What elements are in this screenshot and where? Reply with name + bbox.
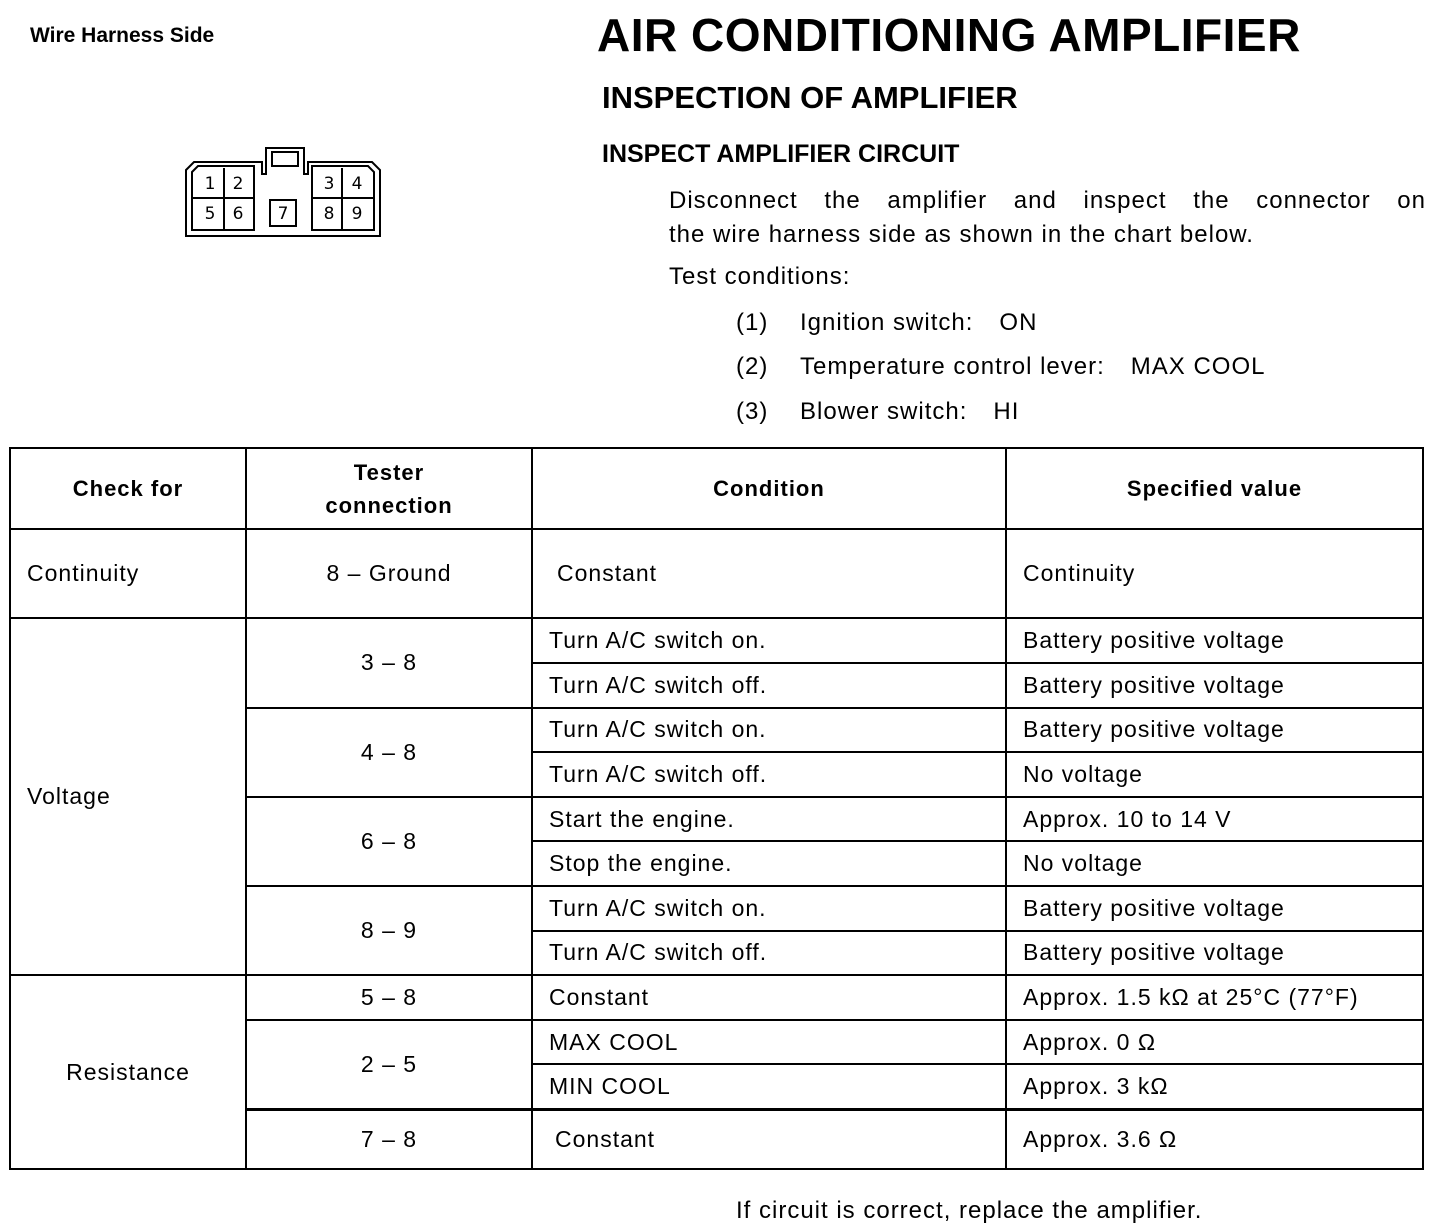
test-condition-item bbox=[736, 309, 1037, 337]
table-row bbox=[10, 529, 1423, 618]
connector-diagram bbox=[184, 142, 384, 242]
tester-connection-cell: 8 – Ground bbox=[246, 529, 532, 618]
harness-side-label: Wire Harness Side bbox=[30, 24, 215, 47]
specified-value-cell: Battery positive voltage bbox=[1006, 663, 1423, 708]
condition-cell: Start the engine. bbox=[532, 797, 1006, 842]
table-header-row bbox=[10, 448, 1423, 529]
condition-label: Blower switch: bbox=[800, 398, 968, 425]
condition-cell: Turn A/C switch on. bbox=[532, 886, 1006, 931]
condition-cell: Turn A/C switch off. bbox=[532, 663, 1006, 708]
condition-cell: Turn A/C switch on. bbox=[532, 618, 1006, 663]
condition-cell: Turn A/C switch on. bbox=[532, 708, 1006, 753]
condition-cell: Turn A/C switch off. bbox=[532, 931, 1006, 976]
specified-value-cell: Approx. 1.5 kΩ at 25°C (77°F) bbox=[1006, 975, 1423, 1020]
condition-cell: MAX COOL bbox=[532, 1020, 1006, 1065]
specified-value-cell: Approx. 3.6 Ω bbox=[1006, 1110, 1423, 1169]
condition-cell: MIN COOL bbox=[532, 1064, 1006, 1109]
test-condition-item bbox=[736, 398, 1019, 426]
header-check-for: Check for bbox=[10, 448, 246, 529]
page-subtitle: INSPECTION OF AMPLIFIER bbox=[602, 80, 1018, 115]
specified-value-cell: Approx. 10 to 14 V bbox=[1006, 797, 1423, 842]
tester-connection-cell: 5 – 8 bbox=[246, 975, 532, 1020]
pin-5-label: 5 bbox=[204, 204, 216, 224]
test-conditions-label: Test conditions: bbox=[669, 263, 851, 290]
pin-2-label: 2 bbox=[232, 174, 244, 194]
specified-value-cell: Approx. 3 kΩ bbox=[1006, 1064, 1423, 1109]
condition-value: ON bbox=[999, 309, 1038, 336]
pin-1-label: 1 bbox=[204, 174, 216, 194]
check-for-cell: Resistance bbox=[10, 975, 246, 1169]
pin-6-label: 6 bbox=[232, 204, 244, 224]
pin-3-label: 3 bbox=[323, 174, 335, 194]
condition-value: MAX COOL bbox=[1130, 353, 1266, 380]
tester-connection-cell: 2 – 5 bbox=[246, 1020, 532, 1110]
specified-value-cell: Continuity bbox=[1006, 529, 1423, 618]
section-title: INSPECT AMPLIFIER CIRCUIT bbox=[602, 140, 960, 168]
tester-connection-cell: 4 – 8 bbox=[246, 708, 532, 797]
header-specified-value: Specified value bbox=[1006, 448, 1423, 529]
table-row bbox=[10, 618, 1423, 663]
check-for-cell: Voltage bbox=[10, 618, 246, 975]
header-tester-connection: Tester connection bbox=[246, 448, 532, 529]
pin-8-label: 8 bbox=[323, 204, 335, 224]
pin-4-label: 4 bbox=[351, 174, 363, 194]
specified-value-cell: Battery positive voltage bbox=[1006, 618, 1423, 663]
intro-paragraph bbox=[669, 184, 1426, 252]
condition-cell: Constant bbox=[532, 1110, 1006, 1169]
condition-number: (1) bbox=[736, 309, 769, 336]
tester-connection-cell: 6 – 8 bbox=[246, 797, 532, 886]
intro-line: the wire harness side as shown in the chart below. bbox=[669, 221, 1254, 248]
test-condition-item bbox=[736, 353, 1266, 381]
inspection-table bbox=[9, 447, 1424, 1170]
condition-label: Temperature control lever: bbox=[800, 353, 1105, 380]
specified-value-cell: No voltage bbox=[1006, 841, 1423, 886]
condition-cell: Stop the engine. bbox=[532, 841, 1006, 886]
page-title: AIR CONDITIONING AMPLIFIER bbox=[597, 9, 1301, 61]
specified-value-cell: Approx. 0 Ω bbox=[1006, 1020, 1423, 1065]
table-row bbox=[10, 975, 1423, 1020]
header-condition: Condition bbox=[532, 448, 1006, 529]
footer-note: If circuit is correct, replace the amplifier. bbox=[736, 1197, 1203, 1224]
specified-value-cell: Battery positive voltage bbox=[1006, 708, 1423, 753]
condition-value: HI bbox=[993, 398, 1020, 425]
tester-connection-cell: 8 – 9 bbox=[246, 886, 532, 975]
specified-value-cell: Battery positive voltage bbox=[1006, 886, 1423, 931]
check-for-cell: Continuity bbox=[10, 529, 246, 618]
intro-line: Disconnect the amplifier and inspect the connector on bbox=[669, 187, 1426, 214]
condition-cell: Turn A/C switch off. bbox=[532, 752, 1006, 797]
tester-connection-cell: 7 – 8 bbox=[246, 1110, 532, 1169]
pin-7-label: 7 bbox=[277, 204, 289, 224]
specified-value-cell: No voltage bbox=[1006, 752, 1423, 797]
specified-value-cell: Battery positive voltage bbox=[1006, 931, 1423, 976]
condition-number: (2) bbox=[736, 353, 769, 380]
tester-connection-cell: 3 – 8 bbox=[246, 618, 532, 707]
condition-number: (3) bbox=[736, 398, 769, 425]
condition-cell: Constant bbox=[532, 975, 1006, 1020]
condition-label: Ignition switch: bbox=[800, 309, 974, 336]
pin-9-label: 9 bbox=[351, 204, 363, 224]
condition-cell: Constant bbox=[532, 529, 1006, 618]
